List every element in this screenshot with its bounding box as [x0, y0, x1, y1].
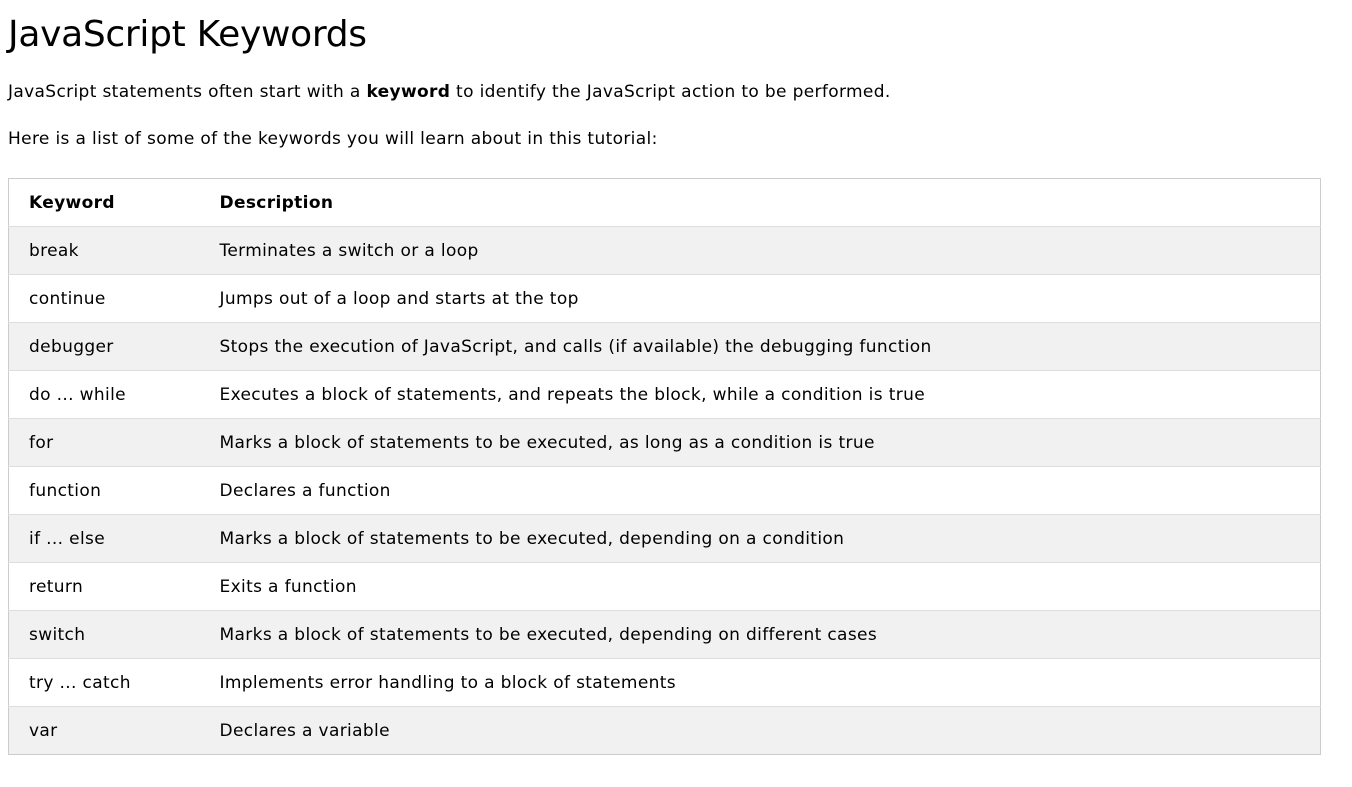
keyword-cell: do ... while: [29, 384, 126, 405]
description-cell: Exits a function: [219, 576, 357, 597]
intro-text-after: to identify the JavaScript action to be performed.: [450, 82, 891, 102]
description-cell: Terminates a switch or a loop: [219, 240, 479, 261]
table-row: [9, 707, 1321, 755]
description-cell: Declares a function: [219, 480, 391, 501]
keyword-cell: if ... else: [29, 528, 106, 549]
description-cell: Jumps out of a loop and starts at the top: [219, 288, 579, 309]
table-header-row: [9, 179, 1321, 227]
table-row: [9, 563, 1321, 611]
description-cell: Marks a block of statements to be executed, depending on a condition: [219, 528, 845, 549]
description-cell: Stops the execution of JavaScript, and calls (if available) the debugging function: [219, 336, 932, 357]
table-row: [9, 371, 1321, 419]
keyword-cell: for: [29, 432, 54, 453]
keyword-cell: continue: [29, 288, 106, 309]
header-description: Description: [200, 179, 1321, 227]
keyword-cell: function: [29, 480, 102, 501]
keyword-cell: var: [29, 720, 58, 741]
table-row: [9, 611, 1321, 659]
table-row: [9, 467, 1321, 515]
description-cell: Marks a block of statements to be executed, as long as a condition is true: [219, 432, 875, 453]
description-cell: Executes a block of statements, and repeats the block, while a condition is true: [219, 384, 926, 405]
keyword-cell: return: [29, 576, 84, 597]
keyword-cell: try ... catch: [29, 672, 131, 693]
intro-text-before: JavaScript statements often start with a: [8, 82, 367, 102]
keyword-cell: debugger: [29, 336, 114, 357]
description-cell: Implements error handling to a block of statements: [219, 672, 676, 693]
intro-keyword-bold: keyword: [366, 82, 451, 102]
keywords-table: [8, 178, 1321, 755]
table-row: [9, 227, 1321, 275]
keyword-cell: switch: [29, 624, 86, 645]
main-content: [8, 0, 1321, 755]
description-cell: Marks a block of statements to be executed, depending on different cases: [219, 624, 878, 645]
keyword-cell: break: [29, 240, 79, 261]
header-keyword: Keyword: [9, 179, 200, 227]
page-title: JavaScript Keywords: [8, 14, 367, 55]
list-intro-paragraph: Here is a list of some of the keywords you will learn about in this tutorial:: [8, 129, 658, 149]
intro-paragraph: [8, 80, 1321, 104]
table-row: [9, 659, 1321, 707]
description-cell: Declares a variable: [219, 720, 390, 741]
table-row: [9, 323, 1321, 371]
table-row: [9, 275, 1321, 323]
table-row: [9, 515, 1321, 563]
table-row: [9, 419, 1321, 467]
